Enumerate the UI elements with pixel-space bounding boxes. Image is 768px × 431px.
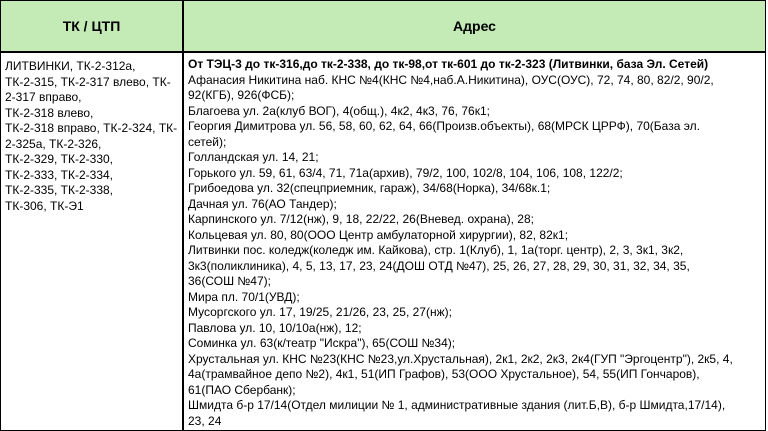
tk-ctp-line: 2-317 вправо,	[5, 90, 82, 104]
address-line: 23, 24	[188, 413, 222, 428]
tk-ctp-cell	[5, 59, 181, 214]
address-line: Афанасия Никитина наб. КНС №4(КНС №4,наб.А.Никитина), ОУС(ОУС), 72, 74, 80, 82/2, 90/2,	[188, 72, 714, 87]
address-line: Голландская ул. 14, 21;	[188, 150, 319, 164]
address-line: Георгия Димитрова ул. 56, 58, 60, 62, 64, 66(Произв.объекты), 68(МРСК ЦРРФ), 70(База эл.	[188, 119, 700, 133]
tk-ctp-line: ТК-2-318 влево,	[5, 105, 94, 120]
column-divider	[182, 1, 184, 430]
address-line: Грибоедова ул. 32(спецприемник, гараж), 34/68(Норка), 34/68к.1;	[188, 181, 551, 195]
tk-ctp-line: 2-325а, ТК-2-326,	[5, 136, 102, 151]
address-line: сетей);	[188, 134, 227, 149]
header-tk-ctp: ТК / ЦТП	[62, 18, 121, 34]
tk-ctp-line: ТК-2-335, ТК-2-338,	[5, 183, 114, 197]
address-line: Шмидта б-р 17/14(Отдел милиции № 1, административные здания (лит.Б,В), б-р Шмидта,17/14),	[188, 398, 726, 412]
address-line: 92(КГБ), 926(ФСБ);	[188, 88, 295, 102]
address-line: Литвинки пос. коледж(коледж им. Кайкова), стр. 1(Клуб), 1, 1а(торг. центр), 2, 3, 3к1, 3к2,	[188, 243, 684, 257]
address-line: Карпинского ул. 7/12(нж), 9, 18, 22/22, 26(Вневед. охрана), 28;	[188, 212, 534, 226]
address-line: Кольцевая ул. 80, 80(ООО Центр амбулаторной хирургии), 82, 82к1;	[188, 227, 569, 242]
address-line: 4а(трамвайное депо №2), 4к1, 51(ИП Графов), 53(ООО Хрустальное), 54, 55(ИП Гончаров),	[188, 367, 700, 381]
address-line: Мира пл. 70/1(УВД);	[188, 289, 300, 304]
tk-ctp-line: ТК-2-318 вправо, ТК-2-324, ТК-	[5, 121, 178, 135]
address-line: Павлова ул. 10, 10/10а(нж), 12;	[188, 320, 362, 335]
route-description: От ТЭЦ-3 до тк-316,до тк-2-338, до тк-98,от тк-601 до тк-2-323 (Литвинки, база Эл. Сетей)	[188, 57, 709, 71]
table-header	[1, 1, 765, 53]
header-address: Адрес	[453, 18, 496, 34]
address-line: Соминка ул. 63(к/театр "Искра"), 65(СОШ №34);	[188, 336, 456, 350]
address-line: 36(СОШ №47);	[188, 274, 271, 288]
tk-ctp-line: ТК-2-329, ТК-2-330,	[5, 152, 114, 166]
address-cell	[188, 57, 764, 429]
address-line: Благоева ул. 2а(клуб ВОГ), 4(общ.), 4к2, 4к3, 76, 76к1;	[188, 103, 490, 118]
address-line: 61(ПАО Сбербанк);	[188, 382, 296, 397]
address-line: Горького ул. 59, 61, 63/4, 71, 71а(архив), 79/2, 100, 102/8, 104, 106, 108, 122/2;	[188, 165, 623, 180]
address-line: 3к3(поликлиника), 4, 5, 13, 17, 23, 24(ДОШ ОТД №47), 25, 26, 27, 28, 29, 30, 31, 32, 34, 35,	[188, 258, 690, 273]
tk-ctp-line: ТК-306, ТК-Э1	[5, 198, 84, 213]
address-line: Хрустальная ул. КНС №23(КНС №23,ул.Хрустальная), 2к1, 2к2, 2к3, 2к4(ГУП "Эргоцентр"), 2к5, 4,	[188, 351, 733, 366]
tk-ctp-line: ТК-2-315, ТК-2-317 влево, ТК-	[5, 74, 171, 89]
address-line: Мусоргского ул. 17, 19/25, 21/26, 23, 25, 27(нж);	[188, 305, 452, 319]
tk-ctp-line: ТК-2-333, ТК-2-334,	[5, 167, 114, 182]
address-line: Дачная ул. 76(АО Тандер);	[188, 196, 337, 211]
tk-ctp-line: ЛИТВИНКИ, ТК-2-312а,	[5, 59, 136, 73]
